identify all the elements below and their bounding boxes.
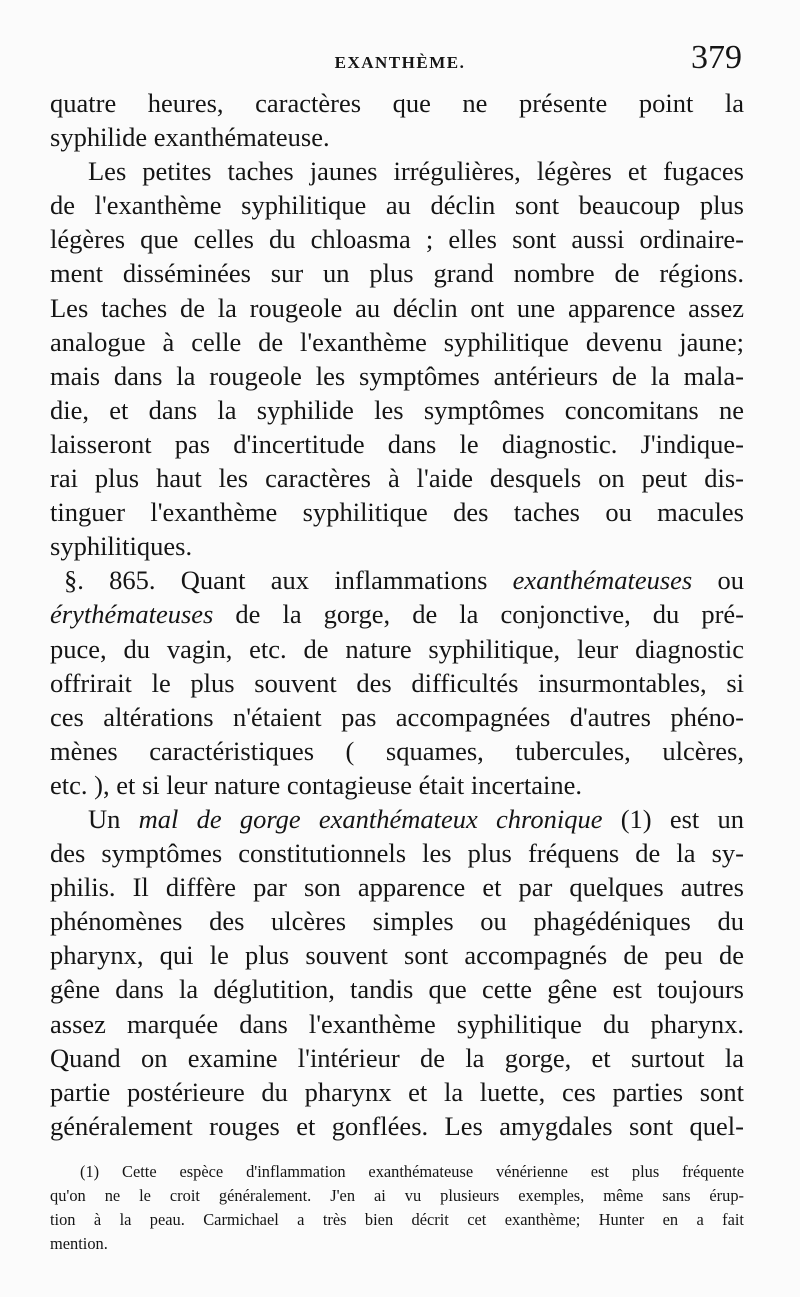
- italic-term: érythémateuses: [50, 599, 214, 630]
- text-line: gêne dans la déglutition, tandis que cette gêne est toujours: [50, 974, 744, 1005]
- text-line: offrirait le plus souvent des difficultés insurmontables, si: [50, 667, 744, 698]
- text-run: Un: [88, 803, 139, 834]
- text-line: analogue à celle de l'exanthème syphilitique devenu jaune;: [50, 326, 744, 357]
- text-run: ou: [692, 565, 744, 596]
- text-line: de l'exanthème syphilitique au déclin sont beaucoup plus: [50, 190, 744, 221]
- footnote-line: mention.: [50, 1234, 108, 1253]
- text-line: [50, 597, 744, 631]
- text-line: ces altérations n'étaient pas accompagnées d'autres phéno-: [50, 701, 744, 732]
- text-line: quatre heures, caractères que ne présente point la: [50, 88, 744, 118]
- text-line: pharynx, qui le plus souvent sont accompagnés de peu de: [50, 940, 744, 971]
- running-head: [0, 39, 800, 81]
- footnote-line: qu'on ne le croit généralement. J'en ai vu plusieurs exemples, même sans érup-: [50, 1186, 744, 1205]
- text-line: assez marquée dans l'exanthème syphilitique du pharynx.: [50, 1008, 744, 1039]
- text-line: rai plus haut les caractères à l'aide desquels on peut dis-: [50, 463, 744, 494]
- text-line: laisseront pas d'incertitude dans le diagnostic. J'indique-: [50, 428, 744, 459]
- footnote-line: (1) Cette espèce d'inflammation exanthémateuse vénérienne est plus fréquente: [80, 1162, 744, 1181]
- italic-term: exanthémateuses: [512, 565, 693, 596]
- text-line: tinguer l'exanthème syphilitique des taches ou macules: [50, 497, 744, 528]
- text-line: syphilide exanthémateuse.: [50, 122, 330, 153]
- text-line: partie postérieure du pharynx et la luette, ces parties sont: [50, 1076, 744, 1107]
- footnote: [50, 1160, 744, 1256]
- text-line: Quand on examine l'intérieur de la gorge, et surtout la: [50, 1042, 744, 1073]
- page-number: 379: [691, 39, 742, 76]
- text-line: die, et dans la syphilide les symptômes concomitans ne: [50, 394, 744, 425]
- text-line: légères que celles du chloasma ; elles sont aussi ordinaire-: [50, 224, 744, 255]
- footnote-ref: (1) est un: [602, 803, 744, 834]
- text-line: Les taches de la rougeole au déclin ont une apparence assez: [50, 292, 744, 323]
- text-line: [50, 563, 744, 597]
- text-line: phénomènes des ulcères simples ou phagédéniques du: [50, 906, 744, 937]
- text-line: etc. ), et si leur nature contagieuse était incertaine.: [50, 769, 582, 800]
- text-line: généralement rouges et gonflées. Les amygdales sont quel-: [50, 1110, 744, 1141]
- text-line: [50, 802, 744, 836]
- body-text: [50, 86, 744, 1143]
- text-line: Les petites taches jaunes irrégulières, légères et fugaces: [88, 156, 744, 187]
- text-line: puce, du vagin, etc. de nature syphilitique, leur diagnostic: [50, 633, 744, 664]
- running-title: EXANTHÈME.: [334, 53, 466, 72]
- text-line: mais dans la rougeole les symptômes antérieurs de la mala-: [50, 360, 744, 391]
- italic-term: mal de gorge exanthémateux chronique: [138, 803, 603, 834]
- text-line: mènes caractéristiques ( squames, tubercules, ulcères,: [50, 735, 744, 766]
- text-line: syphilitiques.: [50, 531, 193, 562]
- text-run: de la gorge, de la conjonctive, du pré-: [213, 599, 744, 630]
- text-line: des symptômes constitutionnels les plus fréquens de la sy-: [50, 838, 744, 869]
- footnote-line: tion à la peau. Carmichael a très bien décrit cet exanthème; Hunter en a fait: [50, 1210, 744, 1229]
- text-line: philis. Il diffère par son apparence et par quelques autres: [50, 872, 744, 903]
- text-run: §. 865. Quant aux inflammations: [64, 565, 513, 596]
- text-line: ment disséminées sur un plus grand nombre de régions.: [50, 258, 744, 289]
